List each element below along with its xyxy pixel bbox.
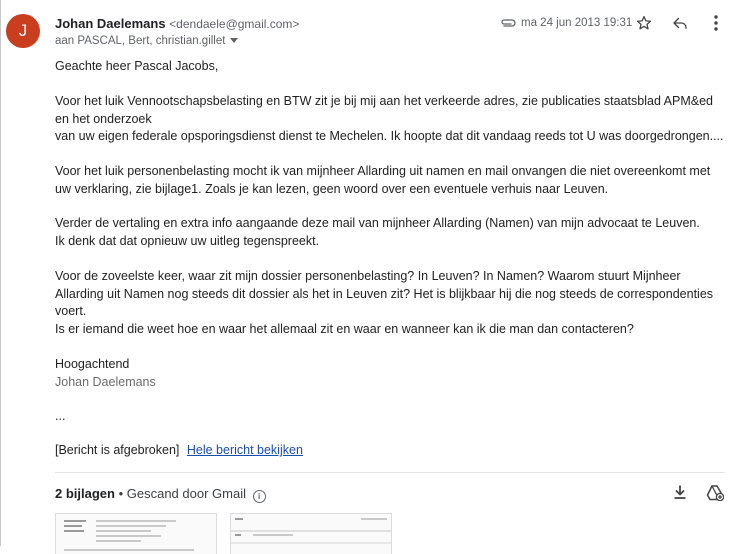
attachment-thumbnail-2[interactable] — [230, 513, 392, 554]
sender-name[interactable]: Johan Daelemans — [55, 16, 166, 31]
add-to-drive-icon[interactable] — [706, 484, 724, 501]
more-vert-icon[interactable] — [708, 14, 724, 32]
paragraph-1-line-b: van uw eigen federale opsporingsdienst dienst te Mechelen. Ik hoopte dat dit vandaag reeds tot U was doorgedrongen.... — [55, 129, 724, 143]
greeting: Geachte heer Pascal Jacobs, — [55, 59, 219, 73]
view-full-message-link[interactable]: Hele bericht bekijken — [186, 443, 303, 457]
paragraph-3 — [55, 215, 725, 250]
paragraph-5 — [55, 321, 725, 339]
attachment-thumbnail-1[interactable] — [55, 513, 217, 554]
paragraph-2 — [55, 163, 725, 198]
download-icon[interactable] — [672, 484, 688, 500]
truncated-notice — [55, 443, 303, 457]
paragraph-3-line-a: Verder de vertaling en extra info aangaande deze mail van mijnheer Allarding (Namen) van mijn advocaat te Leuven. — [55, 216, 700, 230]
ellipsis: ... — [55, 409, 66, 423]
chevron-down-icon[interactable] — [230, 38, 238, 43]
paperclip-icon — [500, 17, 516, 29]
attachments-count: 2 bijlagen — [55, 486, 115, 501]
attachments-divider — [55, 472, 725, 473]
sender-avatar[interactable]: J — [6, 14, 40, 48]
paragraph-3-line-b: Ik denk dat dat opnieuw uw uitleg tegenspreekt. — [55, 233, 320, 248]
paragraph-4-text: Voor de zoveelste keer, waar zit mijn dossier personenbelasting? In Leuven? In Namen? Waarom stuurt Mijnheer Allarding uit Namen nog steeds dit dossier als het in Leuven zit? Het is blijkbaar hij die nog steeds de correspondenties voert. — [55, 269, 714, 318]
scanned-label: • Gescand door Gmail — [114, 486, 246, 501]
paragraph-2-text: Voor het luik personenbelasting mocht ik van mijnheer Allarding uit namen en mail onvangen die niet overeenkomt met uw verklaring, zie bijlage1. Zoals je kan lezen, geen woord over een eventuele verhuis naar Leuven. — [55, 164, 711, 196]
closing: Hoogachtend — [55, 357, 130, 371]
sender-email: <dendaele@gmail.com> — [169, 17, 300, 31]
left-edge-divider — [0, 0, 1, 546]
paragraph-1-line-a: Voor het luik Vennootschapsbelasting en BTW zit je bij mij aan het verkeerde adres, zie publicaties staatsblad APM&ed en het onderzoek — [55, 94, 714, 126]
paragraph-4 — [55, 268, 725, 321]
ellipsis-block — [55, 408, 725, 426]
recipients-line[interactable] — [55, 35, 238, 47]
truncated-text: [Bericht is afgebroken] — [55, 443, 180, 457]
attachments-header — [55, 486, 266, 503]
reply-icon[interactable] — [671, 14, 689, 32]
signature: Johan Daelemans — [55, 374, 156, 389]
star-icon[interactable] — [635, 14, 653, 32]
closing-block — [55, 356, 725, 391]
info-icon[interactable]: i — [253, 490, 266, 503]
message-date: ma 24 jun 2013 19:31 — [521, 17, 633, 29]
message-body — [55, 58, 725, 76]
recipients-text: aan PASCAL, Bert, christian.gillet — [55, 35, 226, 47]
sender-line — [55, 16, 299, 31]
paragraph-5-text: Is er iemand die weet hoe en waar het allemaal zit en waar en wanneer kan ik die man dan contacteren? — [55, 322, 634, 336]
paragraph-1 — [55, 93, 725, 146]
